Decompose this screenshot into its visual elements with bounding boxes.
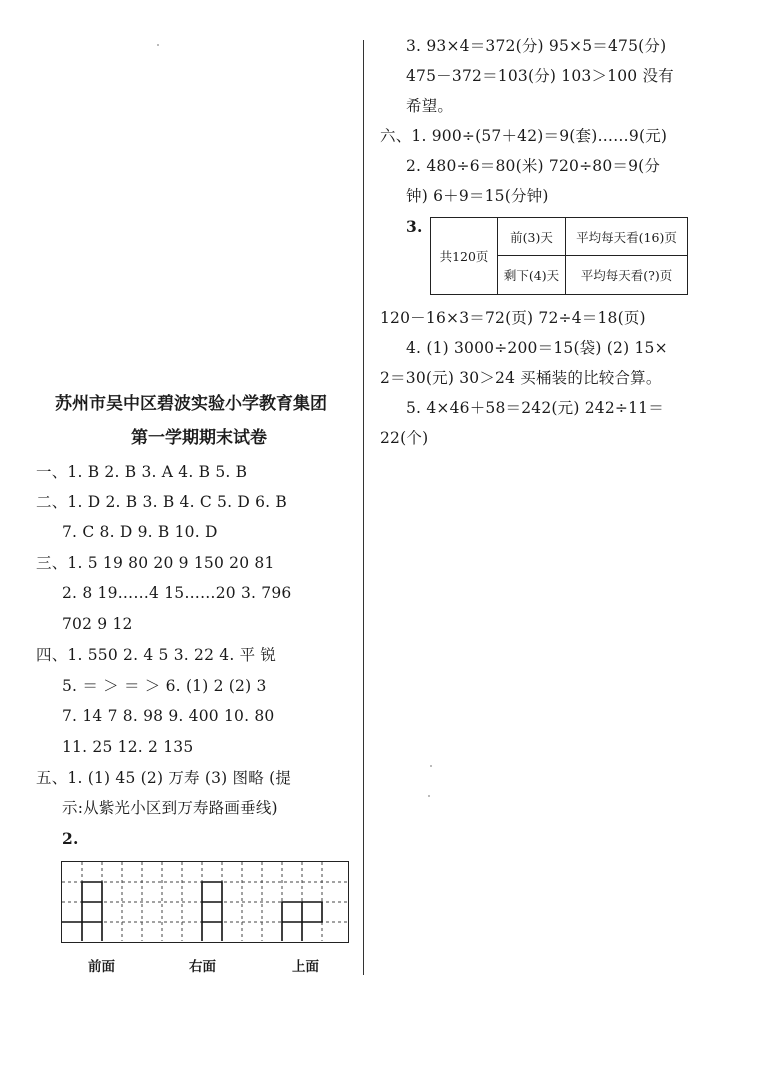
answer-line: 一、1. B 2. B 3. A 4. B 5. B [36, 463, 248, 481]
answer-line: 3. 93×4＝372(分) 95×5＝475(分) [406, 37, 667, 55]
table-cell: 剩下(4)天 [503, 267, 560, 283]
answer-line: 702 9 12 [62, 615, 133, 633]
answer-line: 5. ＝ ＞ ＝ ＞ 6. (1) 2 (2) 3 [62, 677, 267, 695]
scan-speck [428, 795, 430, 797]
grid-drawing [62, 862, 347, 941]
answer-line: 希望。 [406, 97, 454, 115]
top-view-label: 上面 [292, 959, 319, 975]
answer-line: 4. (1) 3000÷200＝15(袋) (2) 15× [406, 339, 668, 357]
answer-line: 3. [406, 217, 423, 236]
answer-line: 五、1. (1) 45 (2) 万寿 (3) 图略 (提 [36, 769, 292, 787]
exam-subtitle: 第一学期期末试卷 [131, 428, 267, 448]
reading-plan-table [430, 217, 688, 295]
exam-title: 苏州市吴中区碧波实验小学教育集团 [55, 394, 327, 414]
table-cell: 前(3)天 [510, 229, 553, 245]
answer-line: 2. 8 19……4 15……20 3. 796 [62, 584, 292, 602]
answer-line: 六、1. 900÷(57＋42)＝9(套)……9(元) [380, 127, 668, 145]
answer-line: 2. [62, 829, 79, 848]
scan-speck [430, 765, 432, 767]
answer-line: 7. 14 7 8. 98 9. 400 10. 80 [62, 707, 275, 725]
scan-speck [157, 44, 159, 46]
answer-line: 11. 25 12. 2 135 [62, 738, 194, 756]
answer-line: 5. 4×46＋58＝242(元) 242÷11＝ [406, 399, 664, 417]
answer-line: 2＝30(元) 30＞24 买桶装的比较合算。 [380, 369, 662, 387]
answer-line: 二、1. D 2. B 3. B 4. C 5. D 6. B [36, 493, 288, 511]
right-view-label: 右面 [189, 959, 216, 975]
table-total-cell: 共120页 [439, 248, 489, 264]
column-divider [363, 40, 364, 975]
answer-line: 示:从紫光小区到万寿路画垂线) [62, 799, 278, 817]
answer-line: 22(个) [380, 429, 429, 447]
answer-line: 四、1. 550 2. 4 5 3. 22 4. 平 锐 [36, 646, 277, 664]
answer-line: 三、1. 5 19 80 20 9 150 20 81 [36, 554, 275, 572]
answer-line: 120－16×3＝72(页) 72÷4＝18(页) [380, 309, 646, 327]
table-cell: 平均每天看(?)页 [580, 267, 673, 283]
front-view-label: 前面 [88, 959, 115, 975]
answer-line: 钟) 6＋9＝15(分钟) [406, 187, 549, 205]
answer-line: 7. C 8. D 9. B 10. D [62, 523, 218, 541]
answer-line: 2. 480÷6＝80(米) 720÷80＝9(分 [406, 157, 661, 175]
table-cell: 平均每天看(16)页 [576, 229, 677, 245]
answer-line: 475－372＝103(分) 103＞100 没有 [406, 67, 674, 85]
three-views-grid [61, 861, 349, 943]
